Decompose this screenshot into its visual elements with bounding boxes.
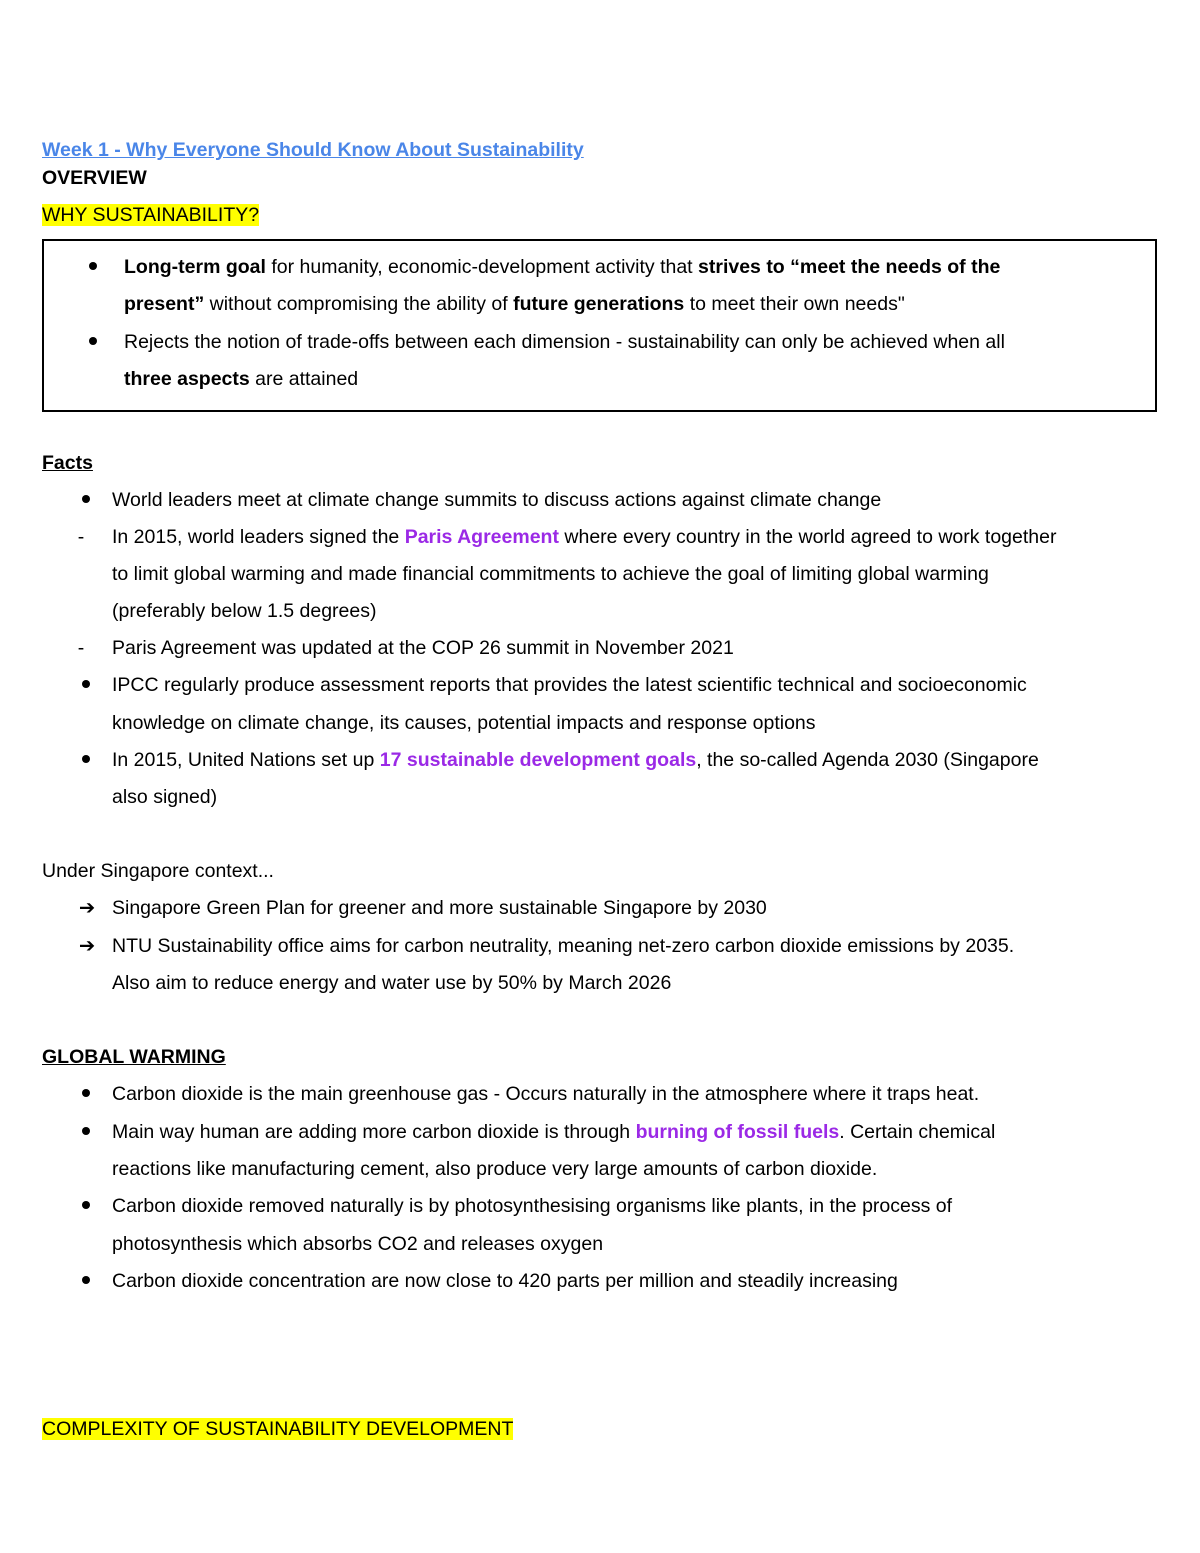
box-b1-bold-2: strives to “meet the needs of the [698, 256, 1001, 278]
singapore-item-2-line-1: NTU Sustainability office aims for carbon neutrality, meaning net-zero carbon dioxide emissions by 2035. [112, 935, 1015, 957]
global-warming-heading-text: GLOBAL WARMING [42, 1046, 226, 1068]
singapore-item-1: Singapore Green Plan for greener and more sustainable Singapore by 2030 [112, 897, 767, 919]
bullet-icon [75, 1082, 97, 1106]
global-warming-heading [42, 1045, 226, 1069]
gw-item-2-line-1 [112, 1120, 995, 1144]
title-text[interactable]: Week 1 - Why Everyone Should Know About Sustainability [42, 139, 584, 161]
facts-item-1: World leaders meet at climate change summits to discuss actions against climate change [112, 489, 882, 511]
facts-item-2-line-1 [112, 525, 1056, 549]
arrow-icon: ➔ [78, 935, 96, 957]
facts-item-2-line-2: to limit global warming and made financial commitments to achieve the goal of limiting global warming [112, 563, 989, 585]
gw-g2-text-2: . Certain chemical [839, 1121, 996, 1143]
dash-marker: - [77, 637, 85, 659]
box-b2-bold: three aspects [124, 368, 250, 390]
facts-item-4-line-1: IPCC regularly produce assessment reports that provides the latest scientific technical and socioeconomic [112, 674, 1027, 696]
overview-label: OVERVIEW [42, 167, 147, 189]
gw-item-4: Carbon dioxide concentration are now close to 420 parts per million and steadily increasing [112, 1270, 898, 1292]
why-sustainability-heading [42, 203, 259, 227]
bullet-icon [75, 1120, 97, 1144]
box-b1-text-2: without compromising the ability of [204, 293, 514, 315]
bullet-icon [75, 1269, 97, 1293]
bullet-icon [75, 748, 97, 772]
singapore-item-2-line-2: Also aim to reduce energy and water use by 50% by March 2026 [112, 972, 672, 994]
sdg-highlight: 17 sustainable development goals [379, 749, 697, 771]
gw-item-1: Carbon dioxide is the main greenhouse gas - Occurs naturally in the atmosphere where it traps heat. [112, 1083, 980, 1105]
facts-heading [42, 451, 93, 475]
bullet-icon [75, 488, 97, 512]
facts-item-5-line-2: also signed) [112, 786, 218, 808]
overview-box [42, 239, 1157, 412]
facts-item-3: Paris Agreement was updated at the COP 26 summit in November 2021 [112, 637, 734, 659]
box-bullet-1-line-2 [124, 292, 905, 316]
bullet-icon [82, 255, 104, 279]
paris-agreement-highlight: Paris Agreement [404, 526, 559, 548]
box-b1-text-3: to meet their own needs" [684, 293, 905, 315]
facts-f2-text-2: where every country in the world agreed to work together [558, 526, 1057, 548]
box-b1-bold-3: present” [124, 293, 205, 315]
facts-f5-text-2: , the so-called Agenda 2030 (Singapore [696, 749, 1039, 771]
facts-heading-text: Facts [42, 452, 93, 474]
gw-item-2-line-2: reactions like manufacturing cement, also produce very large amounts of carbon dioxide. [112, 1158, 878, 1180]
bullet-icon [75, 673, 97, 697]
document-title-link[interactable] [42, 138, 584, 162]
facts-item-4-line-2: knowledge on climate change, its causes, potential impacts and response options [112, 712, 816, 734]
facts-f2-text-1: In 2015, world leaders signed the [112, 526, 405, 548]
gw-g2-text-1: Main way human are adding more carbon dioxide is through [112, 1121, 636, 1143]
box-bullet-2-line-1: Rejects the notion of trade-offs between each dimension - sustainability can only be achieved when all [124, 331, 1005, 353]
facts-item-5-line-1 [112, 748, 1039, 772]
facts-f5-text-1: In 2015, United Nations set up [112, 749, 380, 771]
dash-marker: - [77, 526, 85, 548]
bullet-icon [82, 330, 104, 354]
box-b1-bold-4: future generations [513, 293, 685, 315]
complexity-heading-text: COMPLEXITY OF SUSTAINABILITY DEVELOPMENT [42, 1418, 514, 1440]
fossil-fuels-highlight: burning of fossil fuels [635, 1121, 840, 1143]
box-b1-bold-1: Long-term goal [124, 256, 266, 278]
complexity-heading [42, 1417, 513, 1441]
facts-item-2-line-3: (preferably below 1.5 degrees) [112, 600, 377, 622]
box-b2-text: are attained [249, 368, 359, 390]
bullet-icon [75, 1194, 97, 1218]
why-heading-text: WHY SUSTAINABILITY? [42, 204, 260, 226]
gw-item-3-line-2: photosynthesis which absorbs CO2 and releases oxygen [112, 1233, 604, 1255]
box-bullet-2-line-2 [124, 367, 358, 391]
box-b1-text-1: for humanity, economic-development activity that [265, 256, 699, 278]
arrow-icon: ➔ [78, 897, 96, 919]
singapore-intro: Under Singapore context... [42, 860, 274, 882]
gw-item-3-line-1: Carbon dioxide removed naturally is by photosynthesising organisms like plants, in the process of [112, 1195, 953, 1217]
box-bullet-1-line-1 [124, 255, 1000, 279]
